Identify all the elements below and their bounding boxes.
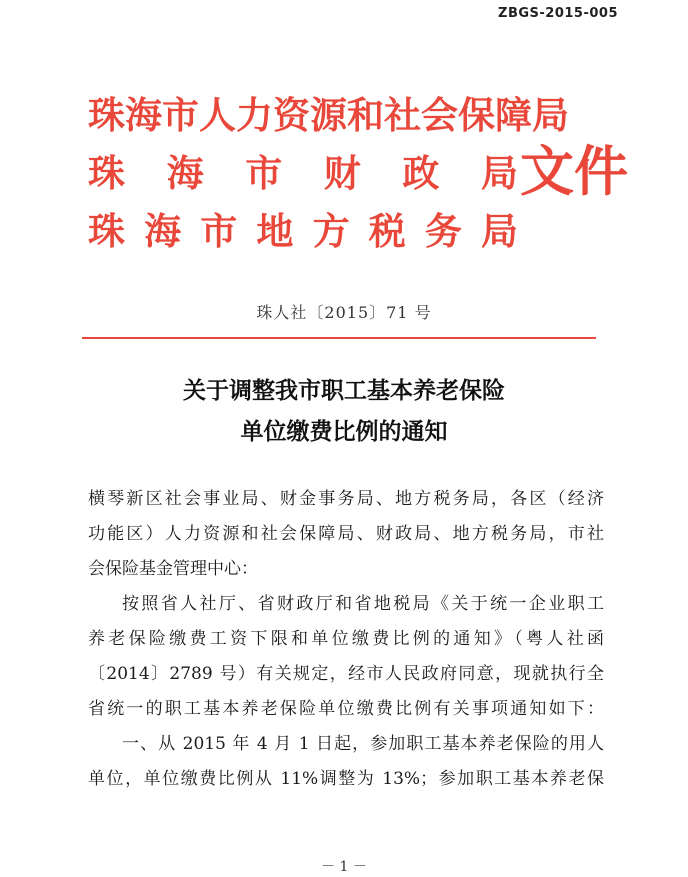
paragraph-line: 一、从 2015 年 4 月 1 日起，参加职工基本养老保险的用人: [122, 734, 604, 754]
page-number: － 1 －: [321, 859, 367, 875]
agency-char: 税: [368, 210, 406, 253]
agency-name-hr-social-security: 珠海市人力资源和社会保障局: [88, 94, 569, 137]
red-divider-line: [82, 337, 596, 339]
agency-char: 市: [200, 210, 238, 253]
document-number: 珠人社〔2015〕71 号: [256, 303, 432, 322]
agency-char: 地: [256, 210, 294, 253]
document-body: [88, 482, 604, 797]
agency-char: 方: [312, 210, 350, 253]
paragraph-line: 〔2014〕2789 号）有关规定，经市人民政府同意，现就执行全: [88, 664, 604, 684]
title-line-2: 单位缴费比例的通知: [240, 418, 448, 445]
agency-char: 财: [323, 152, 361, 195]
title-line-1: 关于调整我市职工基本养老保险: [183, 377, 505, 404]
agency-char: 政: [402, 152, 440, 195]
addressee-line: 会保险基金管理中心：: [88, 559, 258, 579]
agency-char: 珠: [88, 210, 125, 253]
agency-name-finance: [88, 150, 518, 198]
agency-char: 海: [144, 210, 182, 253]
addressee-line: 功能区）人力资源和社会保障局、财政局、地方税务局，市社: [88, 524, 604, 544]
paragraph-line: 按照省人社厅、省财政厅和省地税局《关于统一企业职工: [122, 594, 604, 614]
agency-char: 海: [166, 152, 204, 195]
document-type-suffix: 文件: [520, 140, 628, 203]
agency-char: 局: [480, 152, 518, 195]
agency-char: 市: [245, 152, 283, 195]
agency-char: 局: [480, 210, 518, 253]
paragraph-line: 省统一的职工基本养老保险单位缴费比例有关事项通知如下：: [88, 699, 604, 719]
paragraph-line: 单位，单位缴费比例从 11%调整为 13%；参加职工基本养老保: [88, 769, 604, 789]
document-header: [88, 92, 628, 257]
agency-name-local-tax: [88, 208, 518, 256]
addressee-line: 横琴新区社会事业局、财金事务局、地方税务局，各区（经济: [88, 489, 604, 509]
agency-char: 珠: [88, 152, 125, 195]
paragraph-line: 养老保险缴费工资下限和单位缴费比例的通知》（粤人社函: [88, 629, 604, 649]
agency-char: 务: [424, 210, 462, 253]
document-code: ZBGS-2015-005: [498, 6, 618, 21]
document-title: [0, 370, 688, 452]
